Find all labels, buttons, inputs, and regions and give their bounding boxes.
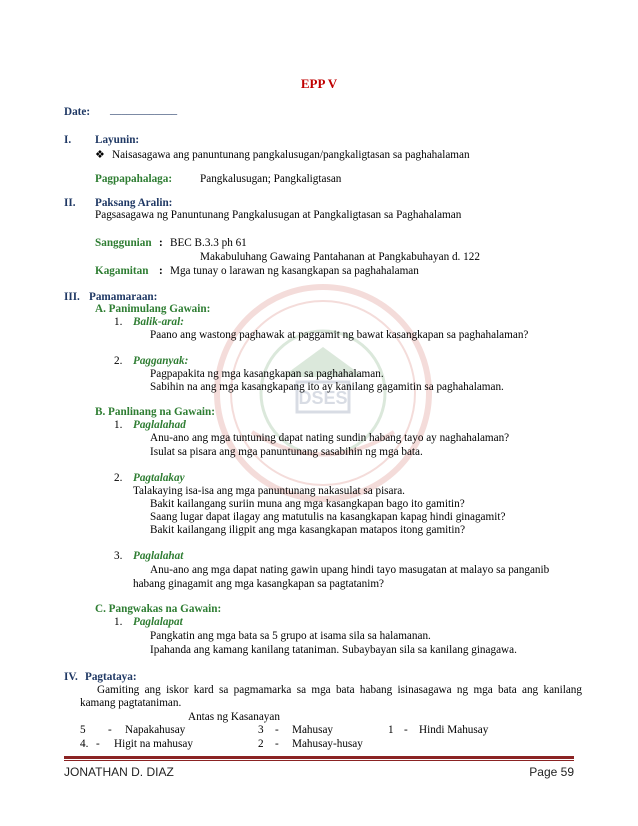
scale-5-dash: -	[108, 724, 112, 736]
b2-title: Pagtalakay	[133, 472, 185, 484]
a2-title: Pagganyak:	[133, 355, 189, 367]
scale-2-number: 2	[258, 738, 264, 750]
assessment-text: Gamiting ang iskor kard sa pagmamarka sa mga bata habang isinasagawa ng mga bata ang kanilang kamang pagtataniman.	[80, 684, 582, 709]
b2-line-1: Talakaying isa-isa ang mga panuntunang nakasulat sa pisara.	[133, 485, 405, 497]
section-iv-number: IV.	[64, 671, 78, 683]
section-ii-number: II.	[64, 197, 76, 209]
materials-colon: :	[159, 265, 163, 277]
a2-number: 2.	[114, 355, 123, 367]
footer-author: JONATHAN D. DIAZ	[64, 765, 174, 779]
b2-line-4: Bakit kailangang iligpit ang mga kasangkapan matapos itong gamitin?	[150, 524, 466, 536]
section-i-heading: Layunin:	[95, 134, 140, 146]
b1-number: 1.	[114, 419, 123, 431]
materials-label: Kagamitan	[95, 265, 149, 277]
a1-number: 1.	[114, 316, 123, 328]
part-b-label: B. Panlinang na Gawain:	[95, 406, 215, 418]
b2-line-2: Bakit kailangang suriin muna ang mga kasangkapan bago ito gamitin?	[150, 498, 465, 510]
scale-2-dash: -	[275, 738, 279, 750]
b3-line-1: Anu-ano ang mga dapat nating gawin upang hindi tayo masugatan at malayo sa panganib	[150, 564, 550, 576]
b2-line-3: Saang lugar dapat ilagay ang matutulis na kasangkapan kapag hindi ginagamit?	[150, 511, 506, 523]
b3-line-2: habang ginagamit ang mga kasangkapan sa pagtatanim?	[133, 578, 385, 590]
b1-title: Paglalahad	[133, 419, 186, 431]
topic-text: Pagsasagawa ng Panuntunang Pangkalusugan at Pangkaligtasan sa Paghahalaman	[95, 209, 462, 221]
reference-2: Makabuluhang Gawaing Pantahanan at Pangkabuhayan d. 122	[200, 251, 480, 263]
scale-title: Antas ng Kasanayan	[188, 711, 280, 723]
b3-title: Paglalahat	[133, 550, 184, 562]
section-iii-heading: Pamamaraan:	[89, 291, 158, 303]
date-label: Date:	[64, 106, 91, 118]
c1-title: Paglalapat	[133, 616, 183, 628]
scale-5-label: Napakahusay	[125, 724, 186, 736]
scale-4-dash: -	[96, 738, 100, 750]
b3-number: 3.	[114, 550, 123, 562]
scale-1-dash: -	[404, 724, 408, 736]
scale-3-label: Mahusay	[292, 724, 334, 736]
c1-line-2: Ipahanda ang kamang kanilang tataniman. Subaybayan sila sa kanilang ginagawa.	[150, 644, 517, 656]
a1-title: Balik-aral:	[133, 316, 184, 328]
footer-page-number: Page 59	[529, 765, 574, 779]
materials-text: Mga tunay o larawan ng kasangkapan sa paghahalaman	[170, 265, 419, 277]
part-c-label: C. Pangwakas na Gawain:	[95, 603, 222, 615]
footer-rule-thick	[64, 756, 574, 759]
c1-number: 1.	[114, 616, 123, 628]
section-i-number: I.	[64, 134, 72, 146]
scale-4-label: Higit na mahusay	[114, 738, 193, 750]
scale-3-dash: -	[275, 724, 279, 736]
b1-line-1: Anu-ano ang mga tuntuning dapat nating sundin habang tayo ay naghahalaman?	[150, 432, 510, 444]
scale-5-number: 5	[80, 724, 86, 736]
svg-text:DSES: DSES	[298, 388, 348, 408]
reference-colon: :	[159, 237, 163, 249]
scale-2-label: Mahusay-husay	[292, 738, 363, 750]
section-iv-heading: Pagtataya:	[85, 671, 137, 683]
date-blank: ____________	[110, 104, 178, 116]
b2-number: 2.	[114, 472, 123, 484]
part-a-label: A. Panimulang Gawain:	[95, 303, 211, 315]
a1-line-1: Paano ang wastong paghawak at paggamit ng bawat kasangkapan sa paghahalaman?	[150, 329, 529, 341]
section-iii-number: III.	[64, 291, 80, 303]
footer-rule-thin	[64, 760, 574, 761]
objective-text: Naisasagawa ang panuntunang pangkalusugan/pangkaligtasan sa paghahalaman	[112, 149, 470, 161]
values-label: Pagpapahalaga:	[95, 173, 173, 185]
reference-1: BEC B.3.3 ph 61	[170, 237, 247, 249]
b1-line-2: Isulat sa pisara ang mga panuntunang sasabihin ng mga bata.	[150, 446, 423, 458]
section-ii-heading: Paksang Aralin:	[95, 197, 173, 209]
scale-4-number: 4.	[80, 738, 89, 750]
a2-line-1: Pagpapakita ng mga kasangkapan sa paghahalaman.	[150, 368, 384, 380]
scale-3-number: 3	[258, 724, 264, 736]
diamond-bullet-icon: ❖	[95, 149, 106, 161]
a2-line-2: Sabihin na ang mga kasangkapang ito ay kanilang gagamitin sa paghahalaman.	[150, 381, 504, 393]
scale-1-label: Hindi Mahusay	[419, 724, 489, 736]
c1-line-1: Pangkatin ang mga bata sa 5 grupo at isama sila sa halamanan.	[150, 630, 431, 642]
values-text: Pangkalusugan; Pangkaligtasan	[200, 173, 342, 185]
scale-1-number: 1	[388, 724, 394, 736]
reference-label: Sanggunian	[95, 237, 152, 249]
page-title: EPP V	[300, 76, 338, 91]
